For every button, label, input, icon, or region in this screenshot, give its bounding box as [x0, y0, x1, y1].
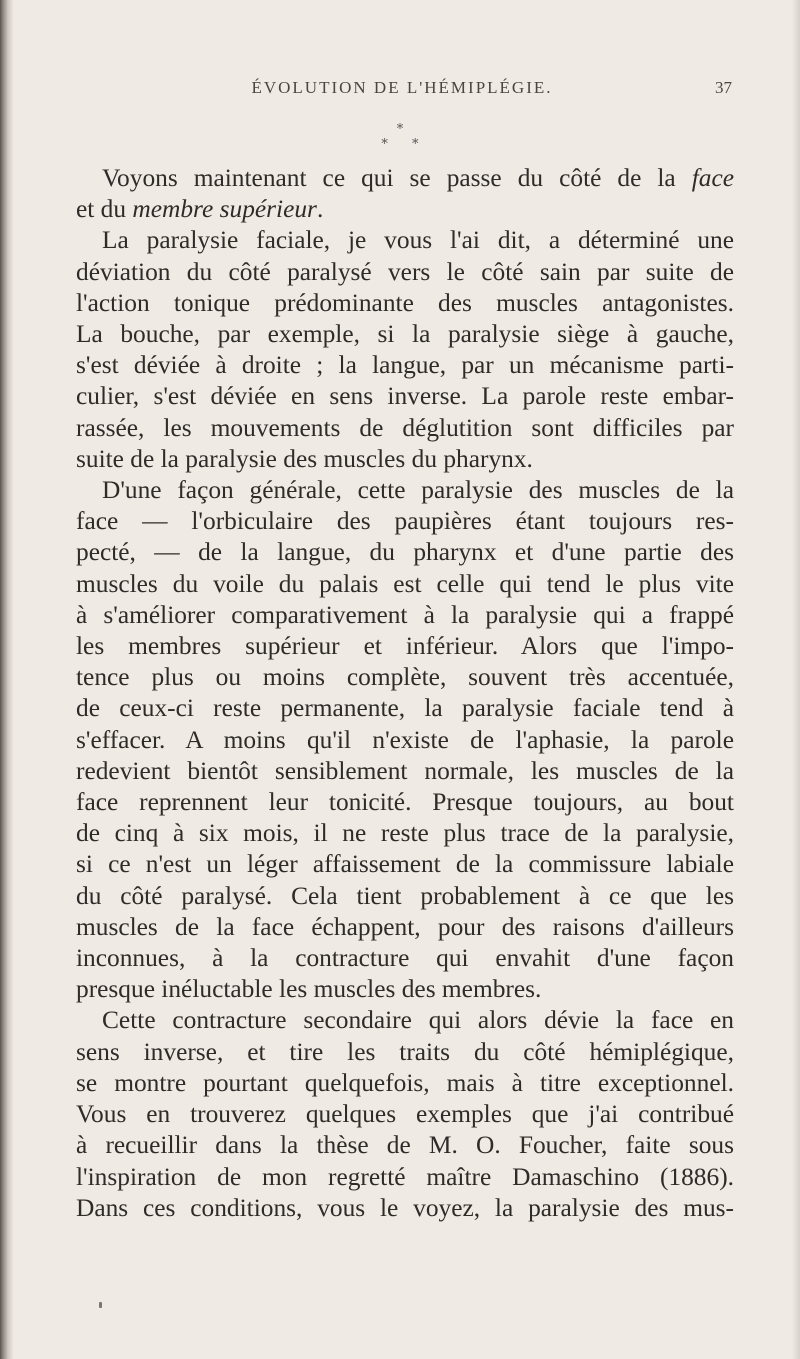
text-line: muscles du voile du palais est celle qui tend le plus vite: [76, 569, 734, 598]
text-line: à recueillir dans la thèse de M. O. Foucher, faite sous: [76, 1131, 734, 1160]
text-line: Dans ces conditions, vous le voyez, la paralysie des mus-: [76, 1193, 734, 1222]
text-line: D'une façon générale, cette paralysie des muscles de la: [102, 476, 734, 505]
text-line: culier, s'est déviée en sens inverse. La parole reste embar-: [76, 382, 734, 411]
text-line: suite de la paralysie des muscles du pharynx.: [76, 444, 533, 473]
running-head-title: ÉVOLUTION DE L'HÉMIPLÉGIE.: [251, 78, 553, 97]
italic-face: face: [691, 164, 734, 192]
asterism-top: *: [396, 122, 404, 137]
text-line: du côté paralysé. Cela tient probablement à ce que les: [76, 881, 734, 910]
italic-membre: membre supérieur: [132, 195, 317, 224]
text-line: Vous en trouverez quelques exemples que j'ai contribué: [76, 1100, 734, 1129]
text-line: se montre pourtant quelquefois, mais à titre exceptionnel.: [76, 1068, 734, 1097]
text-line: La bouche, par exemple, si la paralysie siège à gauche,: [76, 320, 734, 349]
text-line: s'est déviée à droite ; la langue, par un mécanisme parti-: [76, 351, 734, 380]
text-line: de ceux-ci reste permanente, la paralysie faciale tend à: [76, 694, 734, 723]
text-line: de cinq à six mois, il ne reste plus trace de la paralysie,: [76, 819, 734, 848]
page-edge-right: [792, 0, 800, 1359]
text-line: tence plus ou moins complète, souvent très accentuée,: [76, 663, 734, 692]
text-line: face — l'orbiculaire des paupières étant toujours res-: [76, 507, 734, 536]
text-line: inconnues, à la contracture qui envahit d'une façon: [76, 944, 734, 973]
text-line: l'action tonique prédominante des muscles antagonistes.: [76, 288, 734, 317]
text-line: Voyons maintenant ce qui se passe du côté de la face: [102, 164, 734, 192]
text-line: déviation du côté paralysé vers le côté sain par suite de: [76, 257, 734, 286]
text-line: et du membre supérieur.: [76, 195, 324, 224]
text-line: si ce n'est un léger affaissement de la commissure labiale: [76, 850, 734, 879]
text-line: rassée, les mouvements de déglutition sont difficiles par: [76, 413, 734, 442]
text-line: La paralysie faciale, je vous l'ai dit, a déterminé une: [102, 226, 734, 255]
text-line: à s'améliorer comparativement à la paralysie qui a frappé: [76, 600, 734, 629]
page-speck: [99, 1302, 102, 1308]
text-line: l'inspiration de mon regretté maître Damaschino (1886).: [76, 1162, 734, 1191]
text-line: pecté, — de la langue, du pharynx et d'une partie des: [76, 538, 734, 567]
text-line: face reprennent leur tonicité. Presque toujours, au bout: [76, 788, 734, 817]
text-line: Cette contracture secondaire qui alors dévie la face en: [102, 1006, 734, 1035]
page-edge-shadow: [0, 0, 14, 1359]
text-line: muscles de la face échappent, pour des raisons d'ailleurs: [76, 912, 734, 941]
text-line: les membres supérieur et inférieur. Alors que l'impo-: [76, 632, 734, 661]
body-text: [76, 163, 734, 1224]
text-line: sens inverse, et tire les traits du côté hémiplégique,: [76, 1037, 734, 1066]
text-line: s'effacer. A moins qu'il n'existe de l'aphasie, la parole: [76, 725, 734, 754]
text-line: presque inéluctable les muscles des membres.: [76, 975, 542, 1004]
section-asterism: [0, 122, 800, 152]
text-line: redevient bientôt sensiblement normale, les muscles de la: [76, 756, 734, 785]
running-head: [72, 78, 732, 108]
asterism-bottom: * *: [381, 137, 429, 152]
page-number: 37: [715, 78, 732, 97]
